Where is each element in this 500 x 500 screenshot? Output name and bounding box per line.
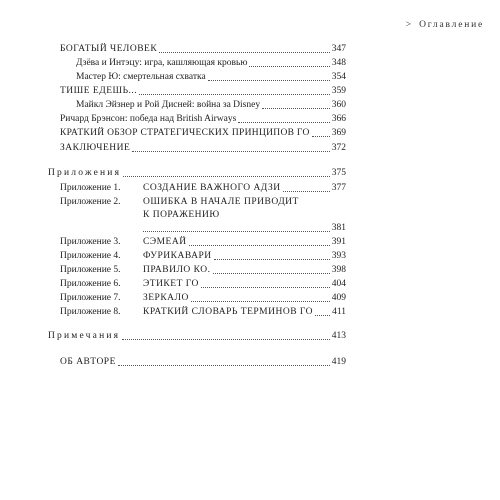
dot-leader [238,122,329,123]
toc-entry-page: 398 [331,265,346,275]
dot-leader [122,339,330,340]
toc-entry-page: 372 [331,143,346,153]
toc-entry-page: 411 [332,307,346,317]
toc-entry-page: 359 [331,86,346,96]
toc-entry-page: 393 [331,251,346,261]
toc-entry-page: 354 [331,72,346,82]
toc-entry-quiet[interactable] [60,86,346,97]
dot-leader [312,136,330,137]
dot-leader [159,52,330,53]
toc-entry-appendix-1[interactable] [60,183,346,194]
dot-leader [213,273,330,274]
toc-entry-branson[interactable] [60,114,346,125]
running-header [406,20,484,30]
appendix-label: Приложение 3. [60,237,121,247]
dot-leader [283,191,330,192]
toc-entry-appendix-6[interactable] [60,279,346,290]
dot-leader [208,80,330,81]
dot-leader [118,365,330,366]
toc-entry-page: 419 [331,357,346,367]
appendix-label: Приложение 6. [60,279,121,289]
dot-leader [123,176,330,177]
toc-entry-title: ФУРИКАВАРИ [143,251,212,261]
toc-entry-title: ЗЕРКАЛО [143,293,189,303]
toc-entry-title: ТИШЕ ЕДЕШЬ... [60,86,138,96]
toc-entry-title: КРАТКИЙ СЛОВАРЬ ТЕРМИНОВ ГО [143,307,314,317]
toc-entry-notes[interactable] [48,331,346,342]
toc-entry-title: ЗАКЛЮЧЕНИЕ [60,143,131,153]
dot-leader [189,245,330,246]
dot-leader [315,315,330,316]
toc-entry-title: БОГАТЫЙ ЧЕЛОВЕК [60,44,158,54]
header-arrow: > [405,20,412,30]
toc-entry-title: ОБ АВТОРЕ [60,357,116,367]
toc-entry-appendix-4[interactable] [60,251,346,262]
dot-leader [249,66,329,67]
toc-entry-page: 413 [331,331,346,341]
toc-entry-appendix-8[interactable] [60,307,346,318]
dot-leader [143,231,330,232]
toc-entry-page: 360 [331,100,346,110]
dot-leader [132,151,329,152]
toc-entry-page: 409 [331,293,346,303]
appendix-label: Приложение 8. [60,307,121,317]
toc-entry-overview[interactable] [60,128,346,139]
toc-entry-page: 348 [331,58,346,68]
appendix-label: Приложение 7. [60,293,121,303]
toc-entry-title: Ричард Брэнсон: победа над British Airways [60,114,237,124]
toc-entry-page: 391 [331,237,346,247]
toc-entry-yu[interactable] [76,72,346,83]
toc-entry-page: 366 [331,114,346,124]
toc-entry-title: Майкл Эйзнер и Рой Дисней: война за Disney [76,100,261,110]
toc-entry-title-line2: К ПОРАЖЕНИЮ [143,210,220,220]
toc-entry-appendix-2[interactable] [60,197,346,234]
toc-entry-title: СОЗДАНИЕ ВАЖНОГО АДЗИ [143,183,281,193]
toc-entry-title: СЭМЕАЙ [143,237,187,247]
header-title: Оглавление [419,20,484,30]
dot-leader [262,108,330,109]
toc-entry-title: Дзёва и Интэцу: игра, кашляющая кровью [76,58,248,68]
appendix-label: Приложение 5. [60,265,121,275]
toc-entry-title: Примечания [48,331,121,341]
appendix-label: Приложение 1. [60,183,121,193]
dot-leader [214,259,330,260]
toc-entry-appendices[interactable] [48,168,346,179]
toc-entry-conclusion[interactable] [60,143,346,154]
toc-entry-page: 369 [331,128,346,138]
toc-entry-title: Мастер Ю: смертельная схватка [76,72,206,82]
toc-entry-page: 347 [331,44,346,54]
toc-entry-author[interactable] [60,357,346,368]
toc-entry-title-line1: ОШИБКА В НАЧАЛЕ ПРИВОДИТ [143,197,299,207]
toc-entry-page: 404 [331,279,346,289]
dot-leader [201,287,330,288]
dot-leader [191,301,330,302]
toc-entry-rich[interactable] [60,44,346,55]
toc-entry-title: Приложения [48,168,122,178]
toc-entry-page: 375 [331,168,346,178]
toc-entry-title: КРАТКИЙ ОБЗОР СТРАТЕГИЧЕСКИХ ПРИНЦИПОВ ГО [60,128,310,138]
toc-entry-page: 381 [331,223,346,233]
toc-entry-page: 377 [331,183,346,193]
toc-entry-jeva[interactable] [76,58,346,69]
dot-leader [139,94,330,95]
toc-entry-eisner[interactable] [76,100,346,111]
toc-entry-title: ПРАВИЛО КО. [143,265,211,275]
appendix-label: Приложение 4. [60,251,121,261]
toc-entry-appendix-5[interactable] [60,265,346,276]
appendix-label: Приложение 2. [60,197,121,207]
toc-entry-appendix-3[interactable] [60,237,346,248]
toc-entry-appendix-7[interactable] [60,293,346,304]
toc-entry-title: ЭТИКЕТ ГО [143,279,199,289]
